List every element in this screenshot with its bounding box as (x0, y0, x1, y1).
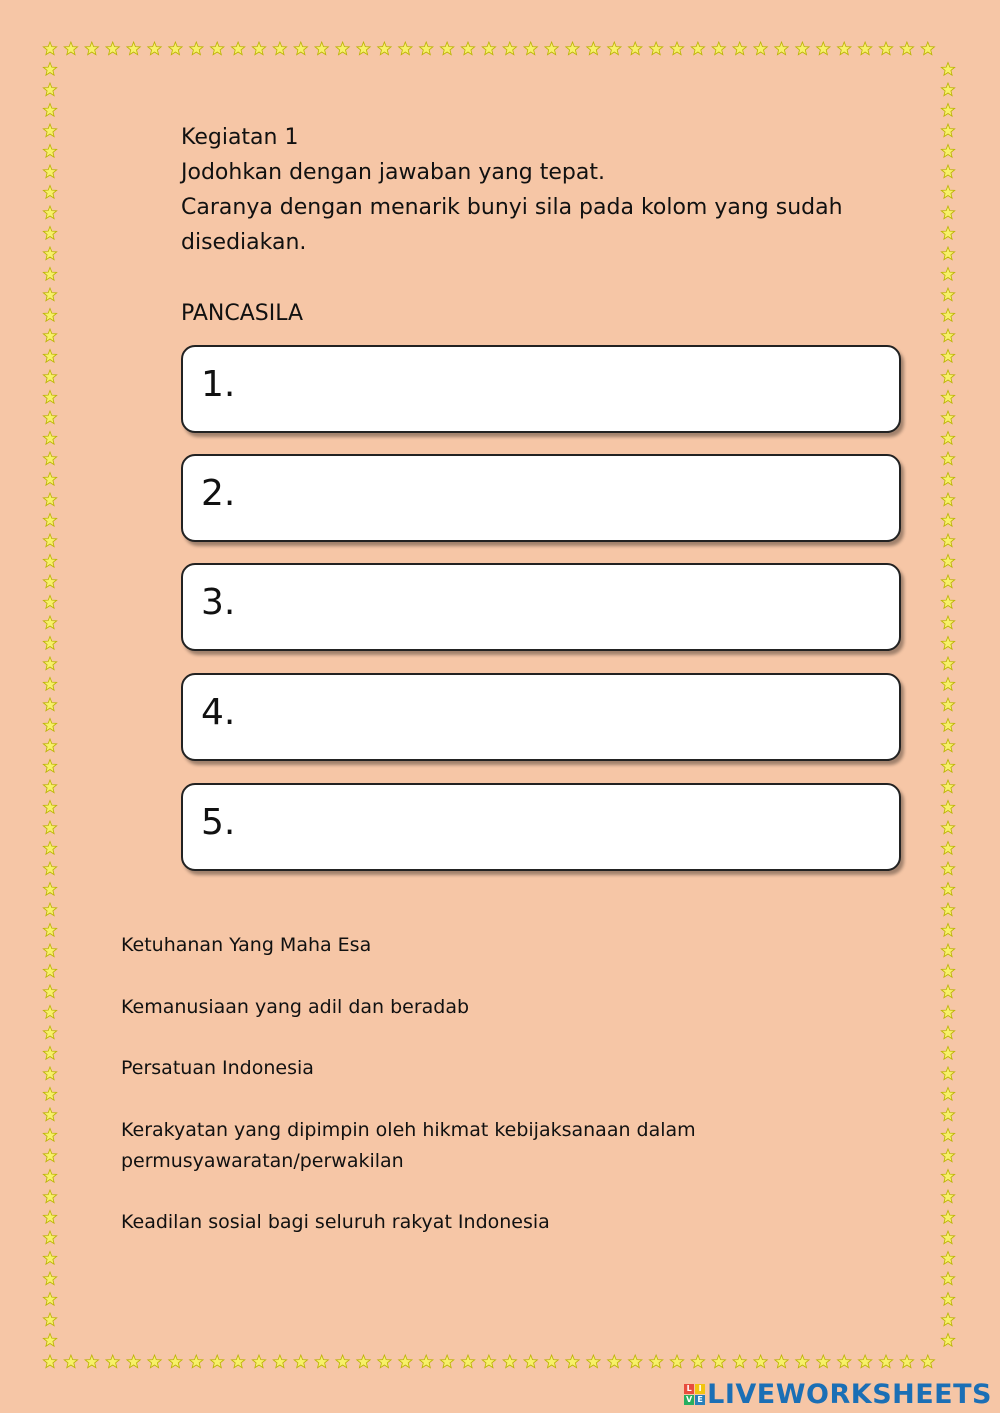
border-star-icon (482, 1355, 495, 1368)
border-star-icon (64, 1355, 77, 1368)
border-star-icon (503, 1355, 516, 1368)
border-star-icon (43, 1088, 56, 1101)
border-star-icon (941, 350, 954, 363)
border-star-icon (941, 268, 954, 281)
border-star-icon (941, 186, 954, 199)
border-star-icon (127, 42, 140, 55)
border-star-icon (106, 1355, 119, 1368)
border-star-icon (378, 42, 391, 55)
border-star-icon (649, 1355, 662, 1368)
border-star-icon (273, 1355, 286, 1368)
border-star-icon (190, 42, 203, 55)
border-star-icon (941, 1211, 954, 1224)
border-star-icon (503, 42, 516, 55)
border-star-icon (900, 1355, 913, 1368)
border-star-icon (941, 83, 954, 96)
border-star-icon (169, 42, 182, 55)
answer-drop-box-5[interactable] (181, 783, 901, 871)
border-star-icon (941, 1190, 954, 1203)
border-star-icon (43, 657, 56, 670)
border-star-icon (43, 698, 56, 711)
border-star-icon (43, 1190, 56, 1203)
border-star-icon (941, 1272, 954, 1285)
border-star-icon (420, 1355, 433, 1368)
border-star-icon (336, 42, 349, 55)
option-text: Kemanusiaan yang adil dan beradab (121, 996, 470, 1018)
border-star-icon (231, 1355, 244, 1368)
border-star-icon (43, 514, 56, 527)
border-star-icon (148, 1355, 161, 1368)
draggable-option-5[interactable] (121, 1207, 821, 1238)
border-star-icon (941, 473, 954, 486)
border-star-icon (941, 1231, 954, 1244)
border-star-icon (43, 227, 56, 240)
border-star-icon (43, 637, 56, 650)
border-star-icon (941, 432, 954, 445)
border-star-icon (941, 391, 954, 404)
border-star-icon (941, 575, 954, 588)
border-star-icon (733, 1355, 746, 1368)
border-star-icon (691, 1355, 704, 1368)
border-star-icon (608, 1355, 621, 1368)
border-star-icon (420, 42, 433, 55)
border-star-icon (941, 944, 954, 957)
border-star-icon (461, 1355, 474, 1368)
border-star-icon (43, 1006, 56, 1019)
border-star-icon (838, 42, 851, 55)
border-star-icon (629, 1355, 642, 1368)
border-star-icon (43, 985, 56, 998)
border-star-icon (670, 1355, 683, 1368)
border-star-icon (43, 1108, 56, 1121)
border-star-icon (43, 1334, 56, 1347)
answer-number: 1. (201, 364, 236, 405)
border-star-icon (941, 165, 954, 178)
answer-drop-box-3[interactable] (181, 563, 901, 651)
answer-number: 2. (201, 473, 236, 514)
border-star-icon (43, 944, 56, 957)
border-star-icon (941, 821, 954, 834)
border-star-icon (608, 42, 621, 55)
answer-drop-box-2[interactable] (181, 454, 901, 542)
border-star-icon (941, 596, 954, 609)
border-star-icon (566, 42, 579, 55)
border-star-icon (43, 1272, 56, 1285)
activity-title: Kegiatan 1 (181, 125, 299, 150)
border-star-icon (858, 1355, 871, 1368)
border-star-icon (43, 1047, 56, 1060)
border-star-icon (941, 616, 954, 629)
border-star-icon (43, 596, 56, 609)
border-star-icon (941, 780, 954, 793)
border-star-icon (941, 637, 954, 650)
border-star-icon (941, 227, 954, 240)
border-star-icon (796, 1355, 809, 1368)
border-star-icon (43, 411, 56, 424)
border-star-icon (127, 1355, 140, 1368)
border-star-icon (461, 42, 474, 55)
border-star-icon (941, 698, 954, 711)
border-star-icon (941, 411, 954, 424)
border-star-icon (85, 1355, 98, 1368)
border-star-icon (733, 42, 746, 55)
option-text: Persatuan Indonesia (121, 1057, 314, 1079)
border-star-icon (941, 719, 954, 732)
border-star-icon (649, 42, 662, 55)
draggable-option-2[interactable] (121, 992, 821, 1023)
border-star-icon (43, 452, 56, 465)
border-star-icon (817, 1355, 830, 1368)
answer-drop-box-4[interactable] (181, 673, 901, 761)
border-star-icon (43, 678, 56, 691)
option-text: Keadilan sosial bagi seluruh rakyat Indonesia (121, 1211, 550, 1233)
border-star-icon (43, 1026, 56, 1039)
instruction-line-3: disediakan. (181, 230, 307, 255)
border-star-icon (941, 104, 954, 117)
border-star-icon (43, 883, 56, 896)
border-star-icon (941, 1252, 954, 1265)
border-star-icon (43, 391, 56, 404)
border-star-icon (587, 1355, 600, 1368)
border-star-icon (566, 1355, 579, 1368)
answer-number: 5. (201, 802, 236, 843)
border-star-icon (691, 42, 704, 55)
border-star-icon (879, 42, 892, 55)
option-text: Ketuhanan Yang Maha Esa (121, 934, 372, 956)
border-star-icon (941, 124, 954, 137)
option-text: Kerakyatan yang dipimpin oleh hikmat kebijaksanaan dalam (121, 1119, 696, 1141)
border-star-icon (43, 370, 56, 383)
border-star-icon (670, 42, 683, 55)
border-star-icon (941, 555, 954, 568)
border-star-icon (941, 1006, 954, 1019)
border-star-icon (43, 350, 56, 363)
border-star-icon (43, 739, 56, 752)
border-star-icon (378, 1355, 391, 1368)
border-star-icon (43, 247, 56, 260)
border-star-icon (941, 1334, 954, 1347)
instruction-line-1: Jodohkan dengan jawaban yang tepat. (181, 160, 605, 185)
border-star-icon (775, 1355, 788, 1368)
border-star-icon (941, 206, 954, 219)
border-star-icon (169, 1355, 182, 1368)
border-star-icon (545, 42, 558, 55)
border-star-icon (941, 493, 954, 506)
border-star-icon (43, 616, 56, 629)
border-star-icon (43, 165, 56, 178)
border-star-icon (921, 1355, 934, 1368)
border-star-icon (941, 657, 954, 670)
border-star-icon (941, 329, 954, 342)
border-star-icon (587, 42, 600, 55)
border-star-icon (211, 1355, 224, 1368)
activity-header (181, 120, 881, 260)
border-star-icon (941, 1047, 954, 1060)
border-star-icon (712, 42, 725, 55)
border-star-icon (941, 309, 954, 322)
border-star-icon (941, 862, 954, 875)
border-star-icon (775, 42, 788, 55)
border-star-icon (941, 1313, 954, 1326)
border-star-icon (357, 1355, 370, 1368)
border-star-icon (43, 1170, 56, 1183)
border-star-icon (43, 1252, 56, 1265)
border-star-icon (252, 42, 265, 55)
liveworksheets-logo-icon: L I V E (684, 1384, 705, 1405)
border-star-icon (524, 42, 537, 55)
border-star-icon (43, 760, 56, 773)
border-star-icon (294, 1355, 307, 1368)
answer-number: 4. (201, 692, 236, 733)
border-star-icon (879, 1355, 892, 1368)
border-star-icon (43, 104, 56, 117)
border-star-icon (43, 801, 56, 814)
border-star-icon (941, 1129, 954, 1142)
border-star-icon (43, 145, 56, 158)
border-star-icon (941, 63, 954, 76)
border-star-icon (941, 452, 954, 465)
border-star-icon (941, 288, 954, 301)
answer-drop-box-1[interactable] (181, 345, 901, 433)
border-star-icon (754, 1355, 767, 1368)
border-star-icon (43, 63, 56, 76)
border-star-icon (941, 924, 954, 937)
border-star-icon (315, 1355, 328, 1368)
border-star-icon (43, 1149, 56, 1162)
draggable-option-1[interactable] (121, 930, 821, 961)
border-star-icon (941, 1293, 954, 1306)
border-star-icon (941, 247, 954, 260)
border-star-icon (399, 42, 412, 55)
border-star-icon (43, 924, 56, 937)
border-star-icon (440, 42, 453, 55)
border-star-icon (43, 862, 56, 875)
border-star-icon (43, 288, 56, 301)
border-star-icon (754, 42, 767, 55)
border-star-icon (43, 780, 56, 793)
border-star-icon (941, 678, 954, 691)
border-star-icon (190, 1355, 203, 1368)
draggable-option-3[interactable] (121, 1053, 821, 1084)
border-star-icon (440, 1355, 453, 1368)
border-star-icon (43, 1211, 56, 1224)
border-star-icon (941, 514, 954, 527)
border-star-icon (43, 842, 56, 855)
border-star-icon (43, 719, 56, 732)
border-star-icon (900, 42, 913, 55)
border-star-icon (941, 1108, 954, 1121)
border-star-icon (941, 1067, 954, 1080)
border-star-icon (545, 1355, 558, 1368)
border-star-icon (43, 1129, 56, 1142)
border-star-icon (211, 42, 224, 55)
border-star-icon (43, 555, 56, 568)
border-star-icon (43, 432, 56, 445)
border-star-icon (43, 42, 56, 55)
border-star-icon (941, 985, 954, 998)
border-star-icon (231, 42, 244, 55)
border-star-icon (64, 42, 77, 55)
border-star-icon (148, 42, 161, 55)
border-star-icon (43, 493, 56, 506)
border-star-icon (941, 1149, 954, 1162)
border-star-icon (712, 1355, 725, 1368)
border-star-icon (399, 1355, 412, 1368)
logo-text: LIVEWORKSHEETS (707, 1378, 992, 1410)
border-star-icon (921, 42, 934, 55)
border-star-icon (357, 42, 370, 55)
border-star-icon (43, 206, 56, 219)
border-star-icon (43, 1293, 56, 1306)
border-star-icon (941, 534, 954, 547)
border-star-icon (43, 1313, 56, 1326)
border-star-icon (43, 473, 56, 486)
border-star-icon (43, 309, 56, 322)
option-text-line-2: permusyawaratan/perwakilan (121, 1150, 404, 1172)
border-star-icon (106, 42, 119, 55)
border-star-icon (482, 42, 495, 55)
border-star-icon (315, 42, 328, 55)
border-star-icon (941, 760, 954, 773)
border-star-icon (941, 1026, 954, 1039)
liveworksheets-logo (684, 1374, 992, 1413)
border-star-icon (941, 1088, 954, 1101)
border-star-icon (941, 145, 954, 158)
border-star-icon (43, 575, 56, 588)
border-star-icon (43, 83, 56, 96)
border-star-icon (43, 821, 56, 834)
border-star-icon (43, 124, 56, 137)
border-star-icon (43, 965, 56, 978)
border-star-icon (629, 42, 642, 55)
border-star-icon (524, 1355, 537, 1368)
border-star-icon (941, 965, 954, 978)
border-star-icon (273, 42, 286, 55)
border-star-icon (43, 186, 56, 199)
border-star-icon (858, 42, 871, 55)
border-star-icon (941, 842, 954, 855)
answer-number: 3. (201, 582, 236, 623)
border-star-icon (941, 739, 954, 752)
border-star-icon (294, 42, 307, 55)
border-star-icon (941, 370, 954, 383)
border-star-icon (43, 534, 56, 547)
instruction-line-2: Caranya dengan menarik bunyi sila pada kolom yang sudah (181, 195, 843, 220)
border-star-icon (838, 1355, 851, 1368)
border-star-icon (43, 1231, 56, 1244)
border-star-icon (43, 903, 56, 916)
border-star-icon (43, 1355, 56, 1368)
draggable-option-4[interactable] (121, 1115, 821, 1177)
border-star-icon (817, 42, 830, 55)
border-star-icon (252, 1355, 265, 1368)
border-star-icon (796, 42, 809, 55)
border-star-icon (43, 1067, 56, 1080)
border-star-icon (43, 268, 56, 281)
border-star-icon (85, 42, 98, 55)
border-star-icon (941, 883, 954, 896)
pancasila-label: PANCASILA (181, 301, 304, 326)
border-star-icon (941, 801, 954, 814)
border-star-icon (941, 1170, 954, 1183)
border-star-icon (43, 329, 56, 342)
border-star-icon (941, 903, 954, 916)
border-star-icon (336, 1355, 349, 1368)
